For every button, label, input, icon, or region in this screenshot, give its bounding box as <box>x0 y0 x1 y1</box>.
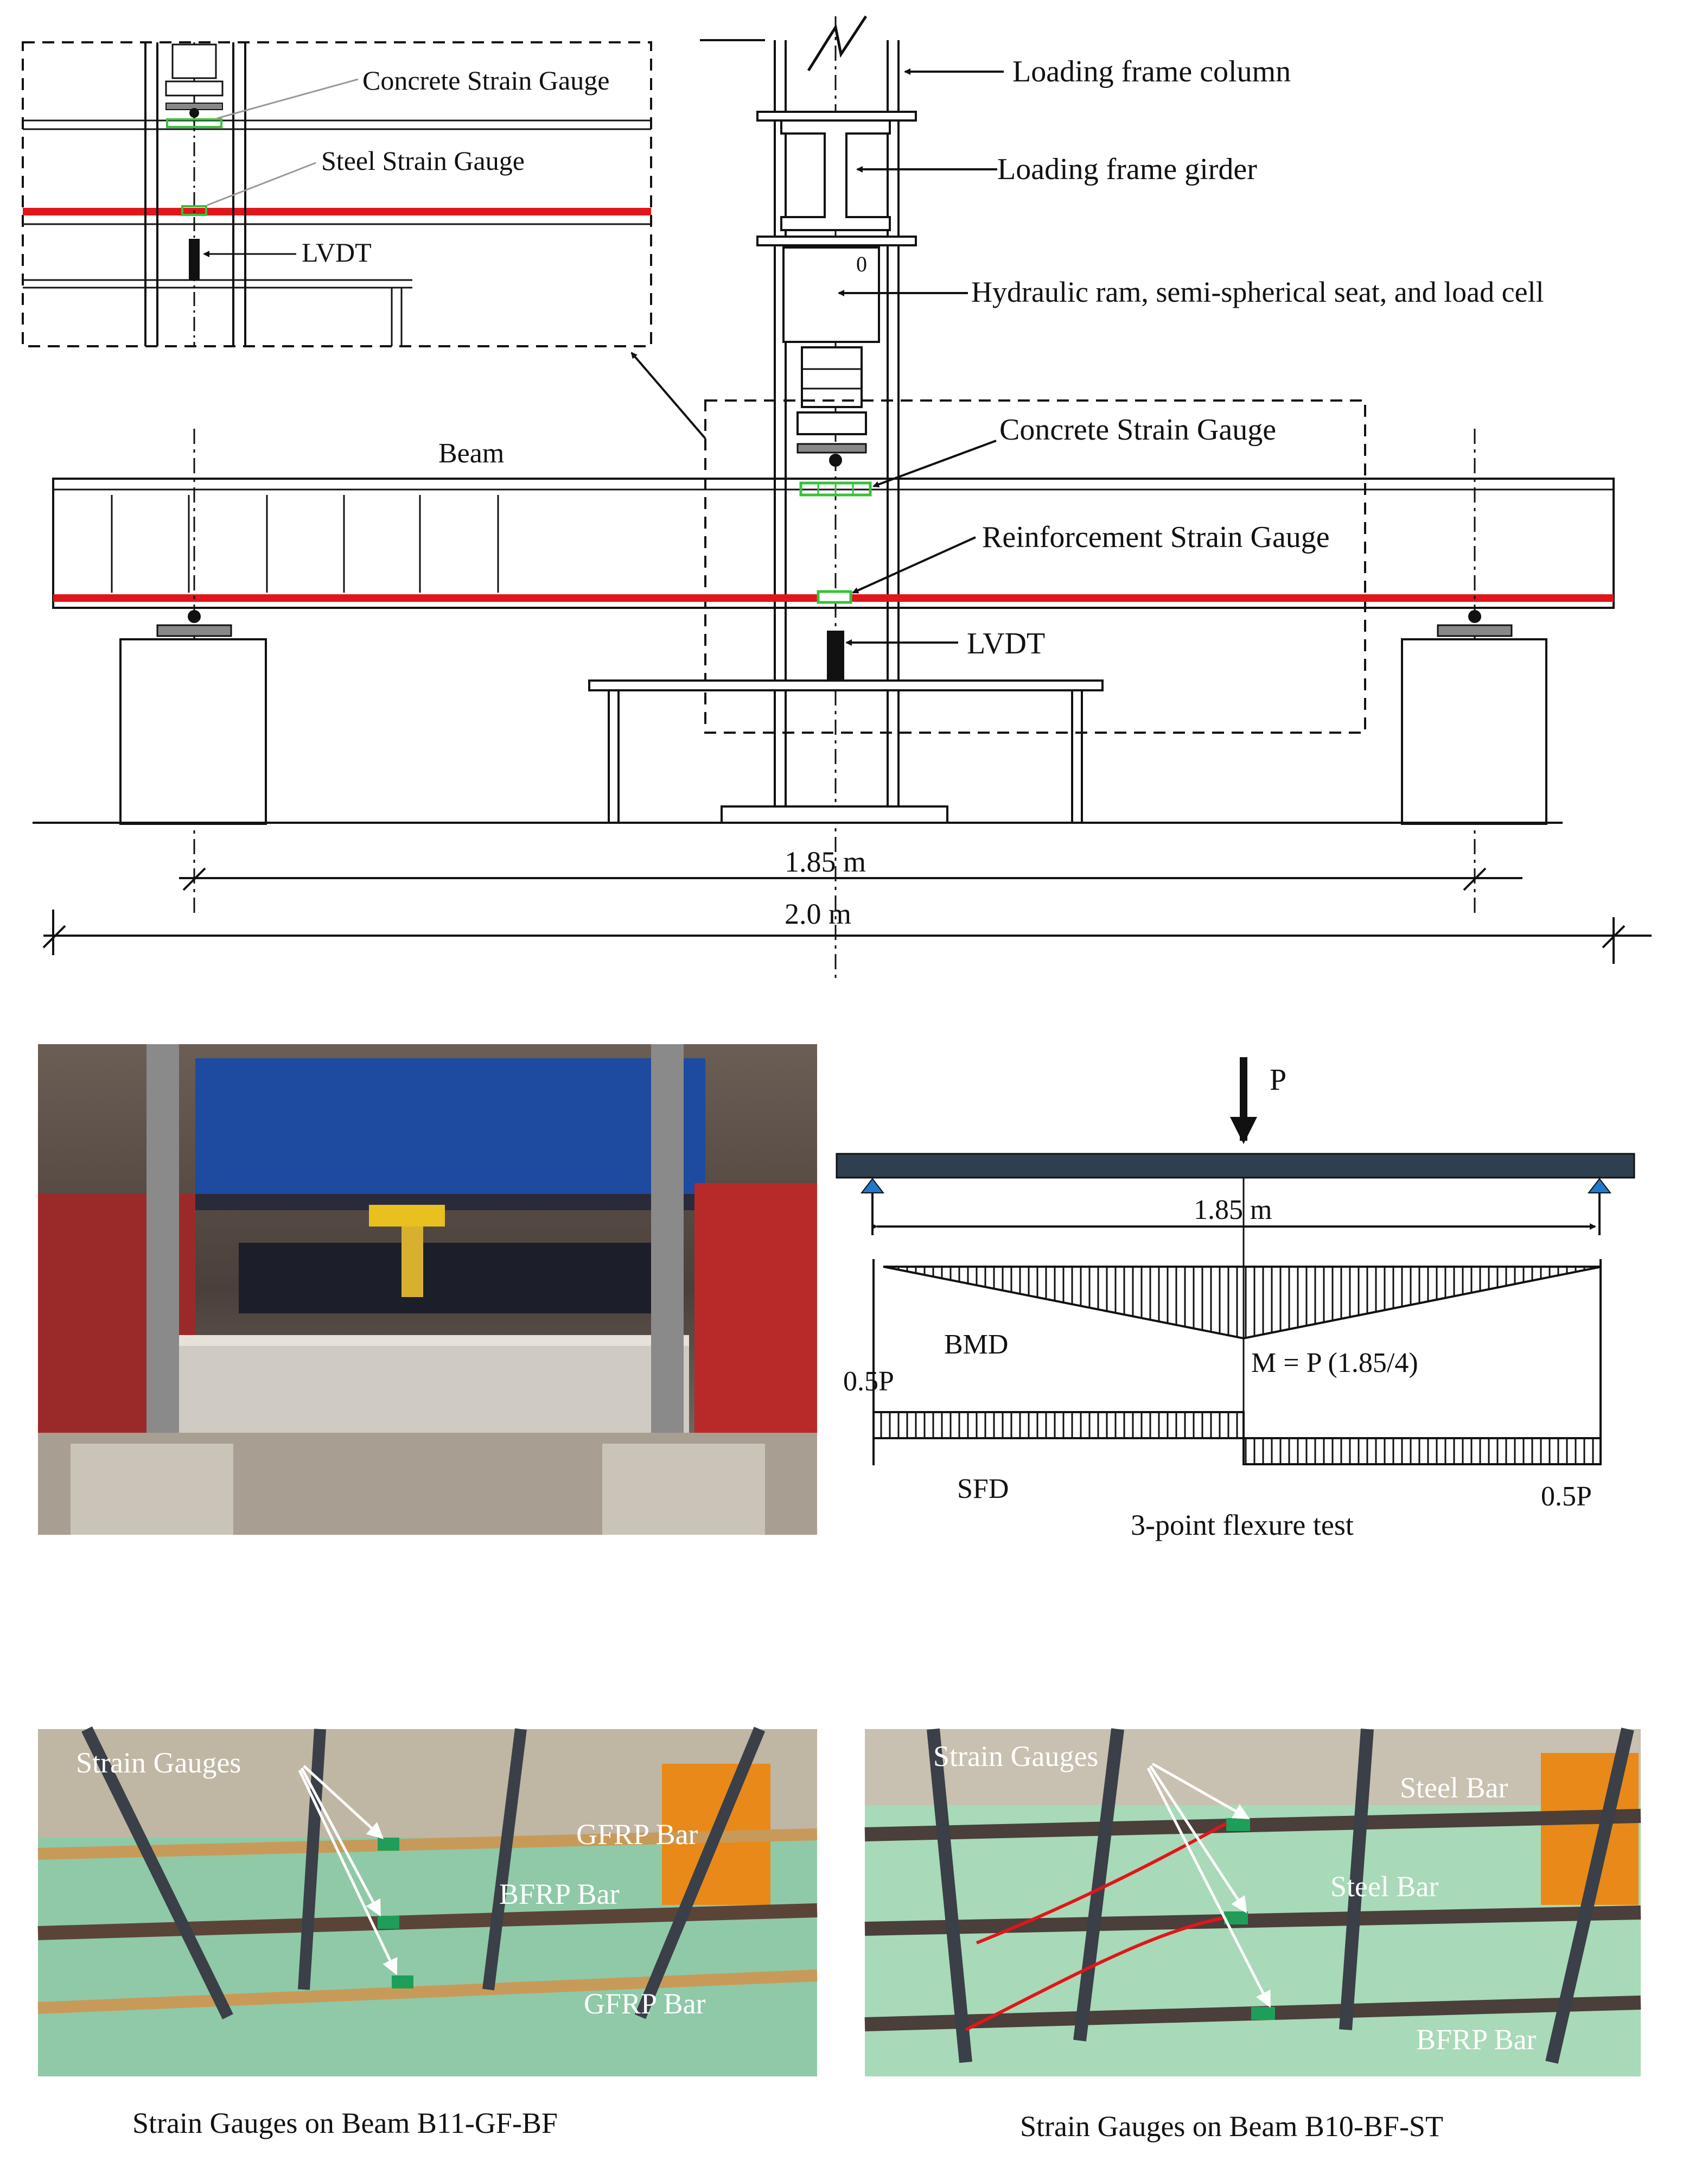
left-support-plate <box>157 625 231 636</box>
test-setup-diagram <box>23 16 1652 982</box>
photo-girder-flange <box>195 1194 705 1210</box>
inset-concrete-label: Concrete Strain Gauge <box>362 65 610 96</box>
column-label: Loading frame column <box>1012 55 1291 88</box>
reinforcement-strain-gauge <box>818 592 851 602</box>
right-roller <box>1468 610 1481 623</box>
bending-moment-diagram <box>883 1267 1602 1338</box>
shear-diagram-positive <box>874 1412 1244 1438</box>
flexure-beam <box>837 1154 1634 1178</box>
inset-leader-concrete <box>217 79 358 118</box>
shear-diagram-negative <box>1244 1438 1601 1464</box>
photo-blue-girder <box>195 1058 705 1210</box>
inset-lvdt-label: LVDT <box>302 237 372 268</box>
inset-detail <box>23 42 651 346</box>
photo-b11-gauges-label: Strain Gauges <box>76 1746 241 1779</box>
column-base <box>722 806 947 823</box>
lvdt <box>827 631 844 681</box>
load-cell <box>802 347 862 407</box>
break-symbol <box>808 16 866 71</box>
sfd-label: SFD <box>957 1473 1009 1504</box>
concrete-gauge-label: Concrete Strain Gauge <box>999 413 1277 447</box>
inset-leader-steel <box>207 163 316 205</box>
loading-frame-girder <box>757 112 916 245</box>
reinforcement-gauge-label: Reinforcement Strain Gauge <box>982 520 1330 554</box>
span-dimension-label: 1.85 m <box>785 846 866 878</box>
photo-b10-gauge-3 <box>1251 2007 1275 2020</box>
photo-b11-bar-top-label: GFRP Bar <box>576 1818 698 1851</box>
flexure-diagram <box>837 1057 1634 1541</box>
right-pedestal <box>1402 639 1546 824</box>
setup-photo <box>38 1044 817 1535</box>
load-label: P <box>1270 1063 1287 1097</box>
lvdt-label: LVDT <box>967 627 1046 660</box>
shear-right-label: 0.5P <box>1541 1481 1592 1512</box>
right-pin-support <box>1589 1179 1610 1193</box>
inset-seat <box>166 81 222 96</box>
loading-frame-column <box>700 16 898 982</box>
leader-reinforcement-gauge <box>853 537 976 593</box>
left-roller <box>188 610 201 623</box>
photo-frame-dark <box>239 1243 662 1313</box>
ram-label: Hydraulic ram, semi-spherical seat, and load cell <box>971 276 1544 308</box>
length-dimension-label: 2.0 m <box>785 898 852 930</box>
caption-b10: Strain Gauges on Beam B10-BF-ST <box>1020 2110 1443 2143</box>
flexure-caption: 3-point flexure test <box>1131 1509 1354 1541</box>
photo-red-wall-right <box>694 1183 817 1433</box>
moment-label: M = P (1.85/4) <box>1251 1348 1418 1378</box>
ram-mark: 0 <box>856 252 867 276</box>
photo-load-cell <box>401 1227 423 1297</box>
photo-b10-bar-bottom-label: BFRP Bar <box>1416 2023 1537 2056</box>
inset-pointer-arrow <box>632 353 705 439</box>
photo-b11-gauge-3 <box>392 1975 413 1988</box>
table-top <box>589 681 1102 690</box>
dimensions <box>43 846 1652 964</box>
photo-b10-gauges-label: Strain Gauges <box>933 1740 1099 1772</box>
photo-b11-bar-bottom-label: GFRP Bar <box>584 1987 706 2020</box>
leaders <box>839 72 1004 643</box>
hydraulic-ram <box>783 247 879 467</box>
left-pin-support <box>862 1179 883 1193</box>
left-pedestal <box>120 639 266 824</box>
photo-b11-gauge-2 <box>378 1916 399 1929</box>
span-label: 1.85 m <box>1194 1194 1272 1225</box>
inset-ram <box>173 45 216 78</box>
photo-b11-bar-mid-label: BFRP Bar <box>499 1878 620 1910</box>
right-support-plate <box>1438 625 1512 636</box>
photo-pedestal-right <box>602 1444 765 1535</box>
loading-ball <box>829 454 842 467</box>
girder-i-section <box>781 120 890 230</box>
shear-left-label: 0.5P <box>843 1366 894 1397</box>
bmd-label: BMD <box>944 1329 1009 1360</box>
beam-label: Beam <box>438 438 505 469</box>
photo-beam-top <box>179 1335 689 1346</box>
photo-b10 <box>865 1729 1641 2076</box>
photo-b10-bar-mid-label: Steel Bar <box>1330 1870 1439 1903</box>
photo-concrete-beam <box>179 1335 689 1438</box>
photo-b10-bar-top-label: Steel Bar <box>1400 1771 1508 1804</box>
bearing-plate <box>798 444 866 453</box>
photo-b11-gauge-1 <box>378 1838 399 1851</box>
caption-b11: Strain Gauges on Beam B11-GF-BF <box>132 2107 558 2139</box>
girder-bottom-plate <box>757 237 916 245</box>
beam-outline <box>53 479 1614 608</box>
inset-lvdt <box>189 239 200 280</box>
girder-top-plate <box>757 112 916 120</box>
photo-load-head <box>369 1205 445 1227</box>
photo-b10-gauge-1 <box>1226 1818 1250 1831</box>
girder-label: Loading frame girder <box>997 153 1257 186</box>
photo-b11 <box>38 1729 817 2076</box>
photo-pedestal-left <box>71 1444 233 1535</box>
inset-ball <box>189 108 199 118</box>
spherical-seat <box>798 412 866 434</box>
inset-steel-label: Steel Strain Gauge <box>321 145 525 176</box>
